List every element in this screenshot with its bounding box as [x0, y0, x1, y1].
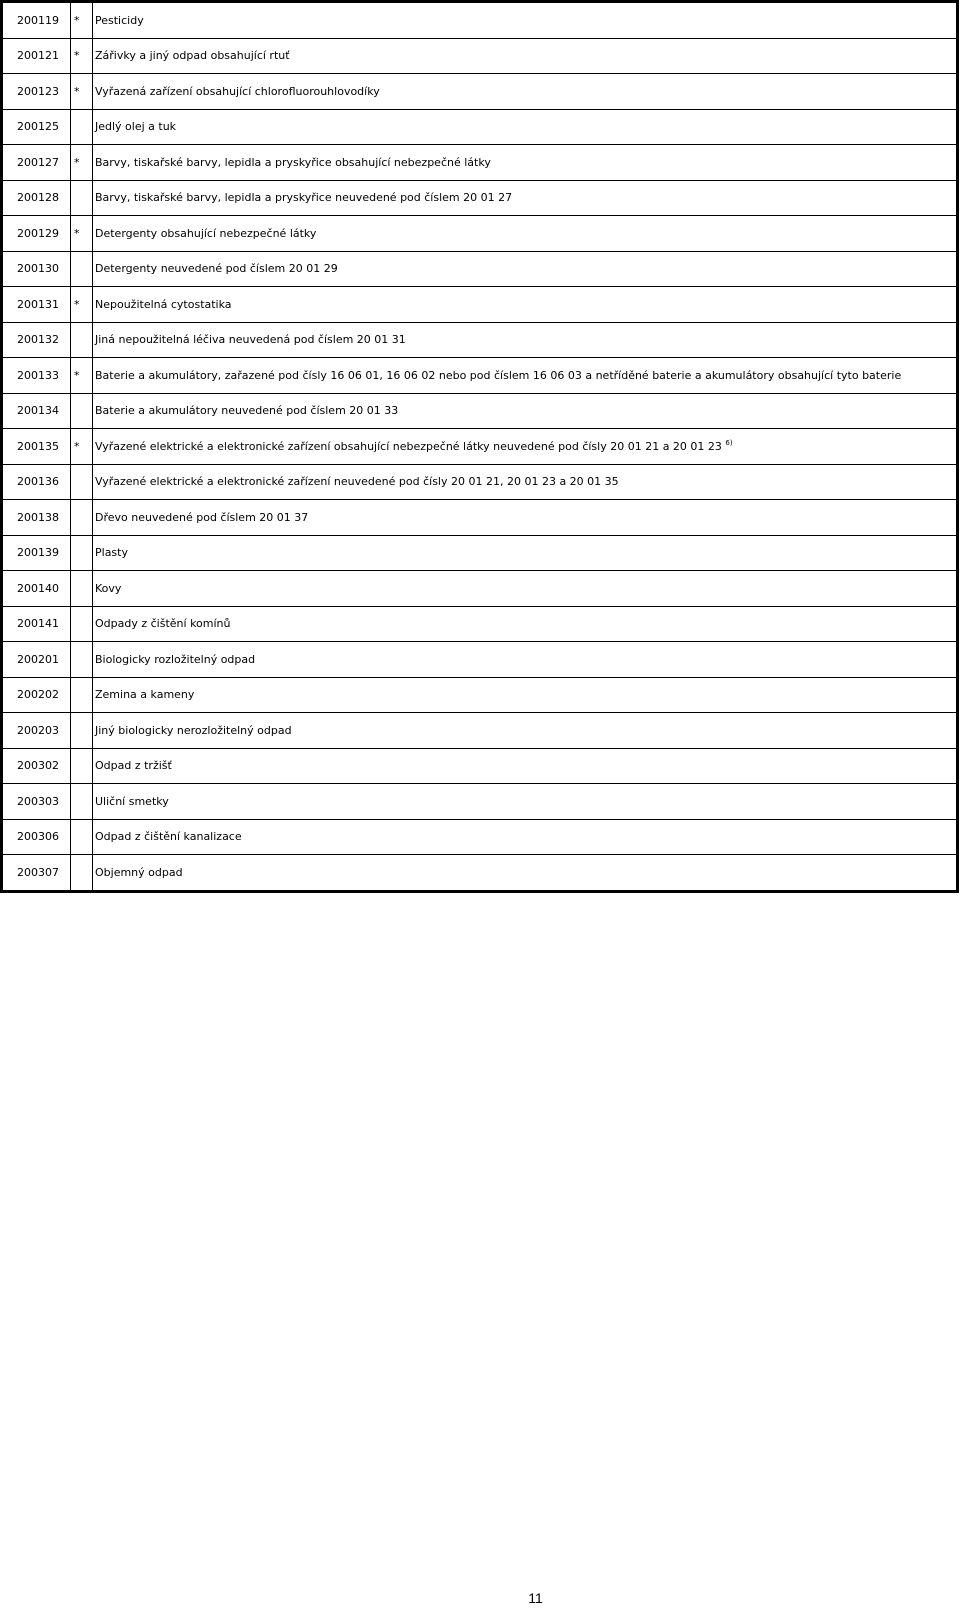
waste-code-cell: 200138 — [2, 500, 71, 536]
hazardous-flag-cell — [71, 464, 93, 500]
waste-code-cell: 200129 — [2, 216, 71, 252]
waste-code-cell: 200133 — [2, 358, 71, 394]
table-row — [2, 287, 958, 323]
hazardous-flag-cell: * — [71, 358, 93, 394]
page-number: 11 — [528, 1590, 543, 1606]
waste-code-cell: 200135 — [2, 429, 71, 465]
waste-code-cell: 200131 — [2, 287, 71, 323]
hazardous-flag-cell — [71, 642, 93, 678]
waste-name-text: Jiná nepoužitelná léčiva neuvedená pod číslem 20 01 31 — [95, 333, 406, 347]
waste-code-cell: 200302 — [2, 748, 71, 784]
waste-code-cell: 200125 — [2, 109, 71, 145]
waste-name-cell — [93, 642, 958, 678]
waste-name-text: Barvy, tiskařské barvy, lepidla a pryskyřice neuvedené pod číslem 20 01 27 — [95, 191, 513, 205]
waste-name-text: Zemina a kameny — [95, 688, 195, 702]
waste-code-cell: 200130 — [2, 251, 71, 287]
hazardous-flag-cell — [71, 677, 93, 713]
hazardous-flag-cell — [71, 855, 93, 892]
waste-name-cell — [93, 748, 958, 784]
waste-name-text: Nepoužitelná cytostatika — [95, 297, 232, 311]
waste-name-cell — [93, 74, 958, 110]
hazardous-flag-cell: * — [71, 287, 93, 323]
hazardous-flag-cell — [71, 109, 93, 145]
waste-code-cell: 200136 — [2, 464, 71, 500]
hazardous-flag-cell: * — [71, 2, 93, 39]
table-row — [2, 38, 958, 74]
waste-name-text: Vyřazená zařízení obsahující chlorofluorouhlovodíky — [95, 84, 380, 98]
waste-name-text: Pesticidy — [95, 13, 144, 27]
hazardous-flag-cell — [71, 713, 93, 749]
hazardous-flag-cell — [71, 500, 93, 536]
waste-name-text: Baterie a akumulátory neuvedené pod číslem 20 01 33 — [95, 404, 399, 418]
waste-name-cell — [93, 855, 958, 892]
hazardous-flag-cell — [71, 819, 93, 855]
waste-name-cell — [93, 464, 958, 500]
waste-name-text: Jedlý olej a tuk — [95, 120, 177, 134]
waste-name-text: Odpady z čištění komínů — [95, 617, 231, 631]
waste-name-cell — [93, 38, 958, 74]
waste-catalogue-rows — [2, 2, 958, 892]
waste-name-cell — [93, 713, 958, 749]
waste-code-cell: 200123 — [2, 74, 71, 110]
table-row — [2, 677, 958, 713]
waste-name-cell — [93, 287, 958, 323]
hazardous-flag-cell: * — [71, 145, 93, 181]
waste-name-text: Dřevo neuvedené pod číslem 20 01 37 — [95, 510, 309, 524]
waste-name-cell — [93, 500, 958, 536]
table-row — [2, 606, 958, 642]
hazardous-flag-cell — [71, 784, 93, 820]
waste-name-text: Vyřazené elektrické a elektronické zařízení obsahující nebezpečné látky neuvedené pod čísly 20 01 21 a 20 01 23 — [95, 439, 722, 453]
waste-name-text: Plasty — [95, 546, 128, 560]
waste-code-cell: 200201 — [2, 642, 71, 678]
hazardous-flag-cell — [71, 748, 93, 784]
waste-code-cell: 200141 — [2, 606, 71, 642]
waste-code-cell: 200134 — [2, 393, 71, 429]
waste-code-cell: 200119 — [2, 2, 71, 39]
waste-code-cell: 200303 — [2, 784, 71, 820]
table-row — [2, 464, 958, 500]
waste-name-cell — [93, 251, 958, 287]
hazardous-flag-cell — [71, 180, 93, 216]
hazardous-flag-cell — [71, 606, 93, 642]
waste-name-text: Barvy, tiskařské barvy, lepidla a pryskyřice obsahující nebezpečné látky — [95, 155, 491, 169]
table-row — [2, 251, 958, 287]
waste-name-cell — [93, 393, 958, 429]
hazardous-flag-cell — [71, 393, 93, 429]
waste-name-text: Uliční smetky — [95, 794, 169, 808]
waste-name-cell — [93, 677, 958, 713]
waste-name-text: Odpad z čištění kanalizace — [95, 830, 242, 844]
waste-name-text: Vyřazené elektrické a elektronické zařízení neuvedené pod čísly 20 01 21, 20 01 23 a 20 01 35 — [95, 475, 619, 489]
waste-name-text: Detergenty neuvedené pod číslem 20 01 29 — [95, 262, 338, 276]
table-row — [2, 358, 958, 394]
table-row — [2, 322, 958, 358]
table-row — [2, 180, 958, 216]
table-row — [2, 429, 958, 465]
waste-code-cell: 200132 — [2, 322, 71, 358]
waste-name-text: Detergenty obsahující nebezpečné látky — [95, 226, 317, 240]
hazardous-flag-cell — [71, 322, 93, 358]
waste-name-text: Kovy — [95, 581, 122, 595]
table-row — [2, 819, 958, 855]
table-row — [2, 571, 958, 607]
table-row — [2, 216, 958, 252]
hazardous-flag-cell: * — [71, 429, 93, 465]
table-row — [2, 713, 958, 749]
waste-name-cell — [93, 429, 958, 465]
table-row — [2, 393, 958, 429]
waste-code-cell: 200128 — [2, 180, 71, 216]
waste-code-cell: 200306 — [2, 819, 71, 855]
table-row — [2, 74, 958, 110]
waste-code-cell: 200121 — [2, 38, 71, 74]
hazardous-flag-cell: * — [71, 74, 93, 110]
waste-code-cell: 200127 — [2, 145, 71, 181]
table-row — [2, 535, 958, 571]
waste-name-cell — [93, 606, 958, 642]
waste-name-cell — [93, 216, 958, 252]
waste-name-cell — [93, 322, 958, 358]
waste-code-cell: 200203 — [2, 713, 71, 749]
waste-name-text: Zářivky a jiný odpad obsahující rtuť — [95, 49, 290, 63]
waste-name-text: Objemný odpad — [95, 865, 183, 879]
waste-name-text: Biologicky rozložitelný odpad — [95, 652, 256, 666]
hazardous-flag-cell: * — [71, 216, 93, 252]
waste-name-cell — [93, 535, 958, 571]
hazardous-flag-cell — [71, 251, 93, 287]
waste-name-cell — [93, 571, 958, 607]
waste-name-text: Baterie a akumulátory, zařazené pod čísly 16 06 01, 16 06 02 nebo pod číslem 16 06 03 a netříděné baterie a akumulátory obsahující tyto baterie — [95, 368, 902, 382]
waste-name-cell — [93, 2, 958, 39]
waste-name-cell — [93, 145, 958, 181]
waste-name-cell — [93, 109, 958, 145]
waste-name-cell — [93, 819, 958, 855]
waste-name-text: Odpad z tržišť — [95, 759, 172, 773]
table-row — [2, 2, 958, 39]
table-row — [2, 748, 958, 784]
table-row — [2, 784, 958, 820]
table-row — [2, 109, 958, 145]
footnote-reference: 6) — [725, 438, 733, 447]
waste-name-cell — [93, 180, 958, 216]
hazardous-flag-cell — [71, 535, 93, 571]
waste-code-cell: 200139 — [2, 535, 71, 571]
table-row — [2, 642, 958, 678]
hazardous-flag-cell: * — [71, 38, 93, 74]
waste-code-cell: 200140 — [2, 571, 71, 607]
waste-name-cell — [93, 358, 958, 394]
table-row — [2, 855, 958, 892]
table-row — [2, 145, 958, 181]
waste-code-cell: 200202 — [2, 677, 71, 713]
waste-name-text: Jiný biologicky nerozložitelný odpad — [95, 723, 292, 737]
waste-name-cell — [93, 784, 958, 820]
waste-code-cell: 200307 — [2, 855, 71, 892]
hazardous-flag-cell — [71, 571, 93, 607]
table-row — [2, 500, 958, 536]
